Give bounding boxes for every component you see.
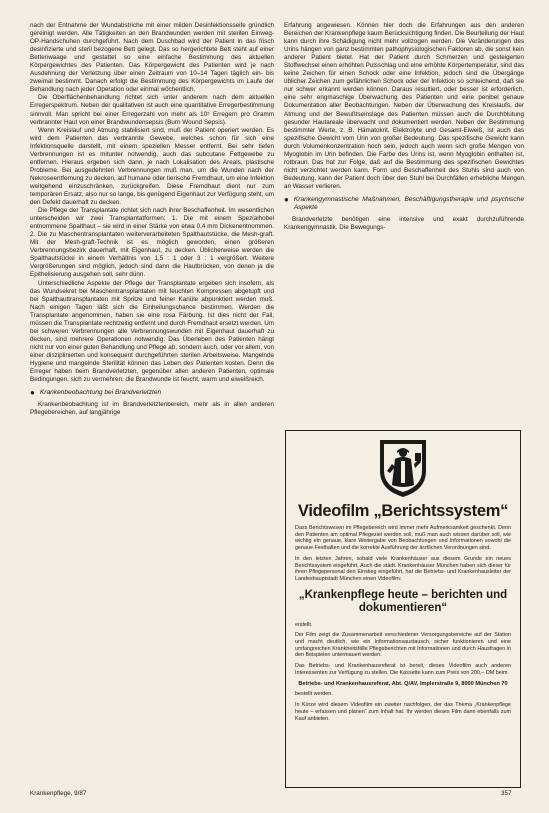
advertisement-note-order: bestellt werden. (295, 691, 333, 698)
section-heading (284, 196, 524, 212)
advertisement-note-created: erstellt. (295, 621, 313, 628)
body-paragraph: Krankenbeobachtung ist im Brandverletztenbereich, mehr als in allen anderen Pflegebereichen, auf langjährige (30, 401, 274, 417)
body-paragraph: Wenn Kreislauf und Atmung stabilisiert sind, muß der Patient operiert werden. Es wird dem Patienten das verbrannte Gewebe, welches schon für sich eine Infektionsquelle darstellt, mit einem speziellen Messer entfernt. Bei sehr tiefen Verbrennungen ist es mitunter notwendig, auch das subcutane Fettgewebe zu entfernen. Hieraus ergeben sich dann, je nach Lokalisation des Areals, plastische Probleme. Bei ausgedehnten Verbrennungen muß man, um die Wunden nach der Nekroseentfernung zu decken, auf humane oder tierische Fremdhaut, um eine Infektion weitgehend einzuschränken, zurückgreifen. Diese Fremdhaut dient nur zum temporären Ersatz, also nur so lange, bis genügend Eigenhaut zur Verfügung steht, um den Defekt dauerhaft zu decken. (30, 126, 274, 207)
body-paragraph: Die Pflege der Transplantate richtet sich nach ihrer Beschaffenheit. Im wesentlichen unterscheiden wir zwei Transplantatformen: 1. Die mit einem Spezialhobel entnommene Spalthaut – sie wird in einer Stärke von etwa 0,4 mm Dickenentnommen. 2. Die zu Maschentransplantaten weiterverarbeiteten Spalthautstücke, die Mesh-graft. Mit der Mesh-graft-Technik ist es möglich geworden, einen größeren Verbrennungsbezirk dauerhaft, mit Eigenhaut, zu decken. Üblicherweise werden die Spalthautstücke in einem Verhältnis von 1,5 : 1 oder 3 : 1 vergrößert. Weitere Vergrößerungen sind möglich, jedoch sind dann die Hautbrücken, von denen ja die Epithelisierung ausgehen soll, sehr dünn. (30, 207, 274, 279)
section-heading-text: Krankenbeobachtung bei Brandverletzten (39, 389, 162, 397)
advertisement-film-description: Der Film zeigt die Zusammenarbeit verschiedener Versorgungsbereiche auf der Station und macht deutlich, wie ein Informationsaustausch, sicher funktionieren und eine umfangreichen Krankheitsfälle Pflegeberichten mit Informationen und durch Hausfragen in den Beispielen untermauert werden. (295, 632, 511, 659)
page-number: 357 (501, 790, 512, 797)
right-text-column (284, 22, 524, 232)
bullet-icon: ● (284, 194, 289, 204)
body-paragraph: Die Oberflächenbehandlung richtet sich unter anderem nach dem aktuellen Erregerspektrum. Neben der qualitativen ist auch eine quantitative Erregerbestimmung sinnvoll. Man spricht bei einer Erregerzahl von mehr als 10⁵ Erregern pro Gramm verbrannter Haut von einer Brandwundensepsis (Burn Wound Sepsis). (30, 94, 274, 126)
advertisement-intro: Dass Berichtswesen im Pflegebereich wird immer mehr Aufmerksamkeit geschenkt. Denn den Patienten am optimal Pflegeziel werden soll, muß man auch wissen darüber soll, wie wichtig ein genaue, klare Weitergabe von Beobachtungen und Informationen sowohl die genaue Festhalten und die korrekte Ausführung der ärztlichen Verordnungen sind. (295, 525, 511, 552)
advertisement-followup: In Kürze wird diesem Videofilm ein zweiter nachfolgen, der das Thema „Krankenpflege heute – erfassen und planen“ zum Inhalt hat. Ihr werden dieses Film dann ebenfalls zum Kauf anbieten. (295, 702, 511, 722)
body-paragraph: Erfahrung angewiesen. Können hier doch die Erfahrungen aus den anderen Bereichen der Krankenpflege kaum Berücksichtigung finden. Die Beurteilung der Haut kann durch ihre Schädigung nicht mehr vollzogen werden. Die Veränderungen des Urins hängen von ganz bestimmten pathophysiologischen Faktoren ab, die sonst kein anderer Patient bietet. Hat der Patient durch Schmerzen und gesteigerten Stoffwechsel einen erhöhten Pulsschlag und eine erhöhte Körpertemperatur, sind das keine Zeichen für einen Schock oder eine Infektion, jedoch sind die Übergänge üblicher Zeichen zum gefährlichen Schock oder der Infektion so schleichend, daß sie nur schwer erkannt werden können. Daraus resultiert, oder besser ist erforderlich, eine sehr engmaschige Überwachung des Patienten und eine penibel genaue Dokumentation aller Beobachtungen. Neben der Überwachung des Kreislaufs, der Atmung und der Bewußtseinslage des Patienten müssen auch die Durchblutung gesunder Hautareale überwacht und dokumentiert werden. Neben der Bestimmung bestimmter Werte, z. B. Hämatokrit, Elektrolyte und Gesamt-Eiweiß, ist auch das spezifische Gewicht vom Urin von großer Bedeutung. Das spezifische Gewicht kann durch Volumenkonzentration hoch sein, jedoch auch wenn sich große Mengen von Myoglobin im Urin befinden. Die Farbe des Urins ist, wenn Myoglobin enthalten ist, rotbraun. Das hat zur Folge, daß auf die Bestimmung des spezifischen Gewichtes nicht verzichtet werden kann. Form und Beschaffenheit des Stuhls sind auch von Bedeutung, kann der Patient doch über den Stuhl bei Durchfällen erhebliche Mengen an Wasser verlieren. (284, 22, 524, 190)
body-paragraph: Brandverletzte benötigen eine intensive und exakt durchzuführende Krankengymnastik. Die Bewegungs- (284, 215, 524, 232)
bullet-icon: ● (30, 388, 35, 398)
body-paragraph: nach der Entnahme der Wundabstriche mit einer milden Desinfektionsseife gründlich gereinigt werden. Alle Tätigkeiten an den Brandwunden werden mit sterilen Einweg-OP-Handschuhen durchgeführt. Nach dem Duschbad wird der Patient in das frisch desinfizierte und steril bezogene Bett gelegt. Das so hergerichtete Bett steht auf einer Bettenwaage und gestattet so eine einfache Bestimmung des aktuellen Körpergewichtes des Patienten. Das Körpergewicht des Patienten wird je nach Ausdehnung der Verletzung über einen Zeitraum von 10–14 Tagen täglich ein- bis zweimal bestimmt. Danach erfolgt die Bestimmung des Körpergewichts im Laufe der Behandlung nach jeder Operation oder einmal wöchentlich. (30, 22, 274, 94)
order-address: Betriebs- und Krankenhausreferat, Abt. Q/AV, Implerstraße 9, 8000 München 70 (298, 680, 508, 687)
section-heading (30, 389, 274, 397)
advertisement-title: Videofilm „Berichtssystem“ (297, 502, 509, 520)
video-advertisement-box (285, 430, 521, 788)
film-subtitle: „Krankenpflege heute – berichten und dokumentieren“ (298, 588, 508, 615)
section-heading-text: Krankengymnastische Maßnahmen, Beschäftigungstherapie und psychische Aspekte (293, 195, 524, 211)
advertisement-body: In den letzten Jahren, sobald viele Krankenhäuser aus diesem Grunde ein neues Berichtssystem eingeführt. Auch die städt. Krankenhäuser München haben sich dieser für ihren Pflegepersonal den Einstieg eingeführt, hat die Betriebs- und Krankenhausleiter der Landeshauptstadt München einen Videofilm: (295, 555, 511, 582)
body-paragraph: Unterschiedliche Aspekte der Pflege der Transplantate ergeben sich insofern, als das Wundsekret bei Maschentransplantaten mit feuchten Kompressen abgetupft und bei Spalthauttransplantaten mit Spritze und feiner Kanüle abpunktiert werden muß. Nach einigen Tagen läßt sich die Einheilungschance bestimmen. Werden die Transplantate angenommen, haben sie eine rosa Färbung. Ist dies nicht der Fall, müssen die Transplantate rechtzeitig entfernt und durch Fremdhaut ersetzt werden. Um bei schweren Verbrennungen alle Verbrennungswunden mit Eigenhaut dauerhaft zu decken, sind mehrere Operationen notwendig. Das Überleben des Patienten hängt nicht nur von einer guten Behandlung und Pflege ab, sondern auch, oder vor allem, von einer disziplinierten und konsequent durchgeführten sterilen Arbeitsweise. Mangelnde Hygiene und mangelnde Sterilität können das Leben des Patienten kosten. Denn die Erreger haben beim Brandverletzten, gegenüber allen anderen Patienten, optimale Bedingungen, sich zu vermehren: die Brandwunde ist feucht, warm und eiweißreich. (30, 279, 274, 384)
left-text-column (30, 22, 274, 417)
advertisement-order-info: Das Betriebs- und Krankenhausreferat ist bereit, dieses Videofilm auch anderen Interessenten zur Verfügung zu stellen. Die Kassette kann zum Preis von 200,– DM beim (295, 663, 511, 676)
journal-issue-label: Krankenpflege, 9/87 (30, 790, 87, 797)
munich-coat-of-arms-icon (377, 437, 429, 499)
